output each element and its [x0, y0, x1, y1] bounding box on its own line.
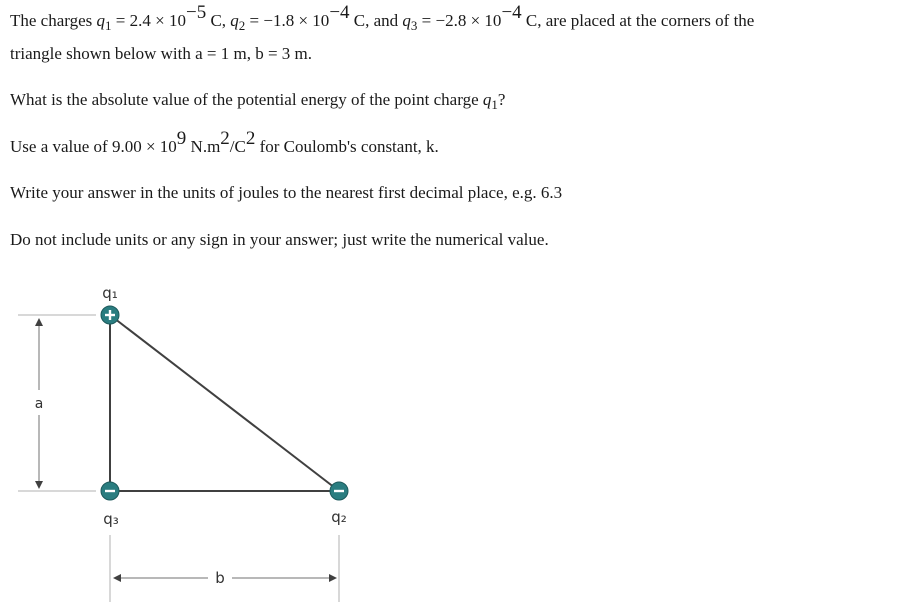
sign-instruction: Do not include units or any sign in your answer; just write the numerical value. — [10, 230, 549, 249]
q3-value: = −2.8 × 10 — [417, 11, 502, 30]
problem-statement-line-2: triangle shown below with a = 1 m, b = 3 m. — [10, 44, 312, 63]
charge-q3-negative-icon — [101, 482, 119, 500]
question-body: What is the absolute value of the potential energy of the point charge — [10, 90, 483, 109]
q3-unit: C, are placed at the corners of the — [521, 11, 755, 30]
q2-subscript: 2 — [238, 18, 246, 33]
q1-symbol: q — [96, 11, 106, 30]
units-instruction: Write your answer in the units of joules to the nearest first decimal place, e.g. 6.3 — [10, 183, 563, 202]
question-q1-subscript: 1 — [491, 97, 498, 112]
dimension-b-arrowhead-right — [329, 574, 337, 582]
intro-text: The charges — [10, 11, 97, 30]
question-q1-symbol: q — [482, 90, 492, 109]
triangle-hypotenuse — [110, 315, 339, 491]
constant-unit-c: /C — [229, 137, 246, 156]
constant-instruction — [10, 128, 439, 157]
constant-unit-nm: N.m — [186, 137, 221, 156]
label-a: a — [34, 396, 44, 412]
question-text — [10, 90, 505, 110]
q1-unit: C, — [206, 11, 231, 30]
constant-m-exponent: 2 — [220, 128, 230, 149]
q2-exponent: −4 — [329, 2, 350, 23]
dimension-a-arrowhead-up — [35, 318, 43, 326]
constant-exponent: 9 — [176, 128, 187, 149]
q2-symbol: q — [230, 11, 239, 30]
problem-statement-line-1 — [10, 2, 755, 33]
label-b: b — [215, 569, 225, 587]
dimension-a-arrowhead-down — [35, 481, 43, 489]
constant-c-exponent: 2 — [245, 128, 256, 149]
q1-exponent: −5 — [185, 2, 207, 23]
q2-unit: C, and — [349, 11, 403, 30]
constant-text: Use a value of 9.00 × 10 — [10, 137, 177, 156]
label-q3: q₃ — [103, 510, 119, 528]
charge-q1-positive-icon — [101, 306, 119, 324]
question-end: ? — [497, 90, 506, 109]
q2-value: = −1.8 × 10 — [245, 11, 330, 30]
dimension-b-arrowhead-left — [113, 574, 121, 582]
triangle-diagram — [0, 270, 400, 610]
q3-symbol: q — [402, 11, 411, 30]
q3-exponent: −4 — [501, 2, 522, 23]
q1-value: = 2.4 × 10 — [111, 11, 186, 30]
q1-subscript: 1 — [105, 18, 112, 33]
q3-subscript: 3 — [410, 18, 418, 33]
charge-q2-negative-icon — [330, 482, 348, 500]
constant-end: for Coulomb's constant, k. — [255, 137, 439, 156]
label-q1: q₁ — [102, 284, 118, 302]
label-q2: q₂ — [331, 508, 347, 526]
